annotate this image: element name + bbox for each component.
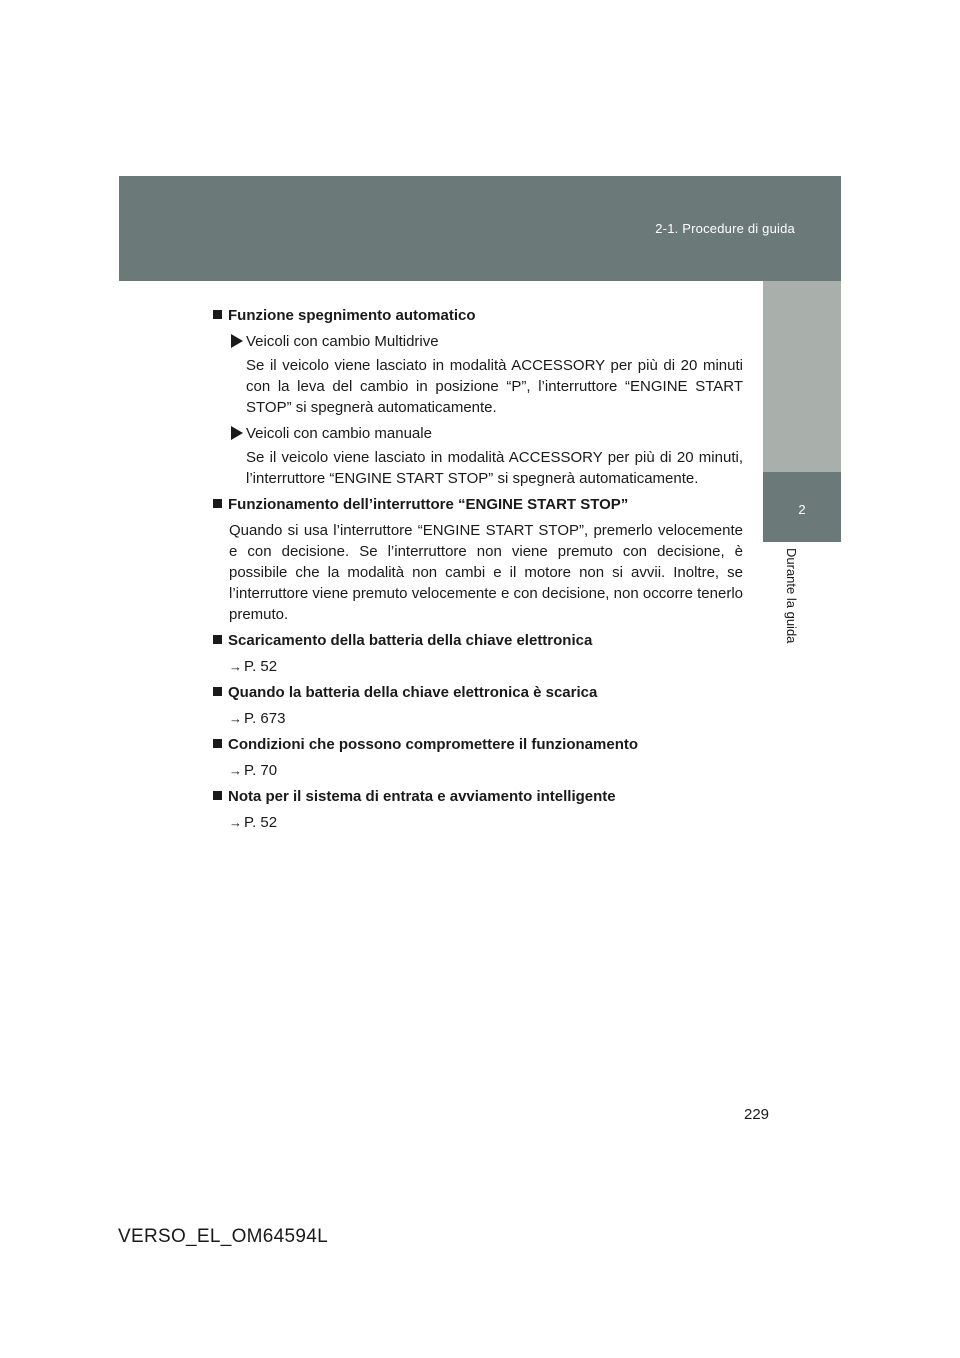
page-reference-text[interactable]: P. 52	[244, 658, 278, 675]
section-paragraph: Quando si usa l’interruttore “ENGINE START STOP”, premerlo velocemente e con decisione. Se l’interruttore non viene premuto con decisione, è possibile che la modalità non cambi e il motore non si avvii. Inoltre, se l’interruttore viene premuto velocemente e con decisione, non occorre tenerlo premuto.	[229, 522, 743, 623]
section-title: 2-1. Procedure di guida	[655, 221, 795, 236]
section-heading-text: Quando la batteria della chiave elettronica è scarica	[228, 684, 598, 701]
chapter-number: 2	[798, 502, 806, 517]
side-tab-lower	[763, 542, 841, 682]
square-bullet-icon	[213, 687, 222, 696]
arrow-right-icon: →	[229, 815, 242, 830]
section-heading-text: Nota per il sistema di entrata e avviamento intelligente	[228, 788, 616, 805]
section-heading	[213, 682, 743, 703]
page-reference[interactable]	[229, 708, 743, 729]
section-heading-text: Scaricamento della batteria della chiave elettronica	[228, 632, 593, 649]
main-content	[213, 305, 743, 838]
arrow-right-icon: →	[229, 659, 242, 674]
page-number: 229	[744, 1106, 770, 1123]
square-bullet-icon	[213, 499, 222, 508]
page-reference-text[interactable]: P. 52	[244, 814, 278, 831]
triangle-bullet-icon	[231, 334, 243, 348]
chapter-label: Durante la guida	[784, 548, 799, 644]
side-tab-upper	[763, 281, 841, 472]
page-reference-text[interactable]: P. 673	[244, 710, 286, 727]
subsection-heading-text: Veicoli con cambio Multidrive	[246, 333, 439, 350]
section-heading-text: Funzione spegnimento automatico	[228, 307, 476, 324]
subsection-text: Se il veicolo viene lasciato in modalità ACCESSORY per più di 20 minuti con la leva del cambio in posizione “P”, l’interruttore “ENGINE START STOP” si spegnerà automaticamente.	[246, 357, 743, 416]
subsection-text: Se il veicolo viene lasciato in modalità ACCESSORY per più di 20 minuti, l’interruttore “ENGINE START STOP” si spegnerà automaticamente.	[246, 449, 743, 487]
header-band	[119, 176, 841, 281]
section-heading	[213, 630, 743, 651]
section-heading	[213, 305, 743, 326]
section-heading-text: Funzionamento dell’interruttore “ENGINE START STOP”	[228, 496, 629, 513]
arrow-right-icon: →	[229, 711, 242, 726]
page-reference-text[interactable]: P. 70	[244, 762, 278, 779]
square-bullet-icon	[213, 635, 222, 644]
chapter-tab	[763, 472, 841, 542]
subsection-heading	[231, 423, 743, 444]
subsection-heading-text: Veicoli con cambio manuale	[246, 425, 432, 442]
document-code: VERSO_EL_OM64594L	[118, 1226, 328, 1247]
section-heading	[213, 734, 743, 755]
page-reference[interactable]	[229, 760, 743, 781]
subsection-heading	[231, 331, 743, 352]
section-heading	[213, 786, 743, 807]
square-bullet-icon	[213, 791, 222, 800]
arrow-right-icon: →	[229, 763, 242, 778]
square-bullet-icon	[213, 310, 222, 319]
page-reference[interactable]	[229, 656, 743, 677]
section-heading-text: Condizioni che possono compromettere il funzionamento	[228, 736, 639, 753]
page-reference[interactable]	[229, 812, 743, 833]
square-bullet-icon	[213, 739, 222, 748]
section-heading	[213, 494, 743, 515]
triangle-bullet-icon	[231, 426, 243, 440]
